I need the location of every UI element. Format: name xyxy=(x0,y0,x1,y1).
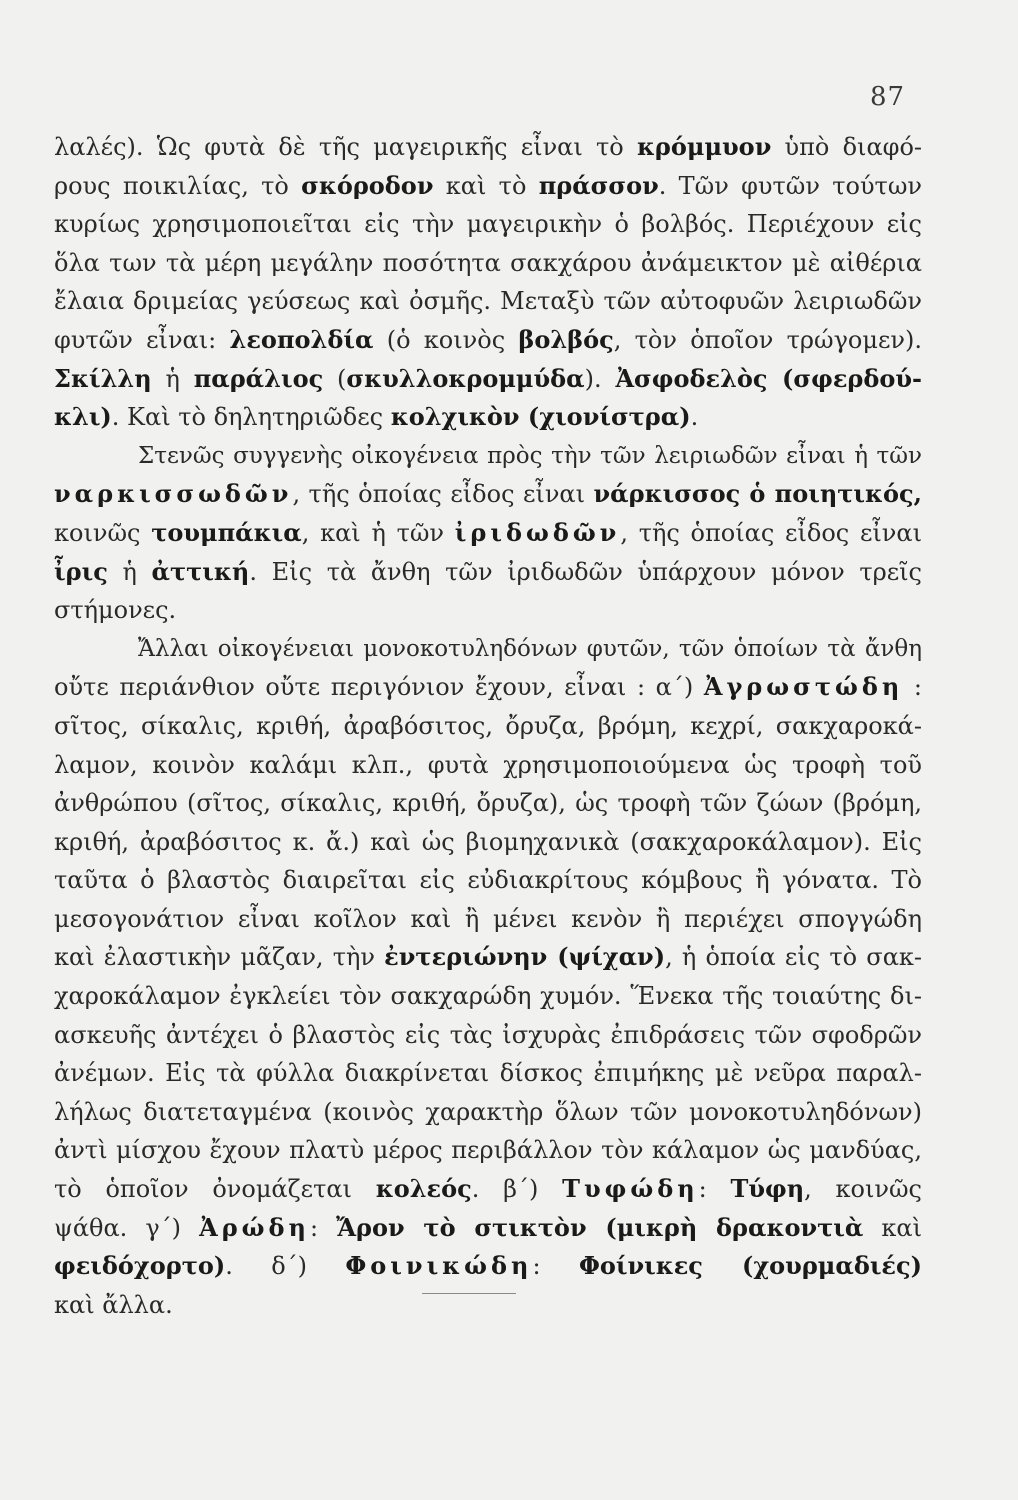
text-span: κυρίως χρησιμοποιεῖται εἰς τὴν μαγειρικὴν ὁ βολβός. Περιέχουν εἰς xyxy=(54,210,922,239)
text-line xyxy=(54,900,922,939)
bold-term: Ἄρον τὸ στικτὸν (μικρὴ δρακοντιὰ xyxy=(336,1212,864,1242)
text-line xyxy=(54,977,922,1016)
text-line xyxy=(54,128,922,167)
text-span: κριθή, ἀραβόσιτος κ. ἄ.) καὶ ὡς βιομηχανικὰ (σακχαροκάλαμον). Εἰς xyxy=(54,827,922,856)
bold-term: κρόμμυον xyxy=(636,132,772,161)
text-line xyxy=(54,398,922,437)
text-span: μεσογονάτιον εἶναι κοῖλον καὶ ἢ μένει κενὸν ἢ περιέχει σπογγώδη xyxy=(54,904,922,933)
footer-rule xyxy=(422,1293,516,1294)
bold-term: πράσσον xyxy=(538,170,659,200)
text-span: : xyxy=(309,1213,337,1242)
bold-term: Σκίλλη xyxy=(54,363,152,393)
bold-term: Τύφη xyxy=(730,1174,805,1204)
text-span: . Εἰς τὰ ἄνθη τῶν ἰριδωδῶν ὑπάρχουν μόνον τρεῖς xyxy=(249,557,922,586)
text-span: ). xyxy=(584,364,616,393)
bold-term: Ἀσφοδελὸς (σφερδού- xyxy=(615,363,923,393)
text-span: : xyxy=(698,1175,731,1204)
text-span: οὔτε περιάνθιον οὔτε περιγόνιον ἔχουν, εἶναι : α΄) xyxy=(54,673,704,702)
text-line xyxy=(54,1170,922,1209)
text-span: λαμον, κοινὸν καλάμι κλπ., φυτὰ χρησιμοποιούμενα ὡς τροφὴ τοῦ xyxy=(54,750,922,779)
bold-term: ἐντεριώνην (ψίχαν) xyxy=(384,942,666,972)
text-span: ἔλαια δριμείας γεύσεως καὶ ὀσμῆς. Μεταξὺ τῶν αὐτοφυῶν λειριωδῶν xyxy=(54,287,922,316)
text-span: ὑπὸ διαφό- xyxy=(771,133,923,161)
text-line xyxy=(54,282,922,321)
text-span: καὶ xyxy=(863,1213,923,1242)
bold-term: ἶρις xyxy=(54,556,108,586)
bold-term: κολεός xyxy=(375,1174,472,1204)
bold-term: Φοίνικες (χουρμαδιές) xyxy=(578,1251,922,1281)
text-span: , τῆς ὁποίας εἶδος εἶναι xyxy=(292,480,594,509)
text-span: κοινῶς xyxy=(54,518,152,547)
text-line xyxy=(54,437,922,476)
text-line xyxy=(54,668,922,707)
text-line xyxy=(54,1131,922,1170)
text-line xyxy=(54,514,922,553)
text-span: ἀντὶ μίσχου ἔχουν πλατὺ μέρος περιβάλλον τὸν κάλαμον ὡς μανδύας, xyxy=(54,1136,922,1165)
text-span: , καὶ ἡ τῶν xyxy=(301,518,455,547)
text-span: . β΄) xyxy=(471,1175,563,1204)
text-span: , κοινῶς xyxy=(804,1175,923,1204)
text-span: ρους ποικιλίας, τὸ xyxy=(54,171,302,200)
text-span: . δ΄) xyxy=(225,1252,346,1281)
text-line xyxy=(54,244,922,283)
text-span: σῖτος, σίκαλις, κριθή, ἀραβόσιτος, ὄρυζα, βρόμη, κεχρί, σακχαροκά- xyxy=(54,711,922,740)
text-span: στήμονες. xyxy=(54,596,177,625)
text-span: ταῦτα ὁ βλαστὸς διαιρεῖται εἰς εὐδιακρίτους κόμβους ἢ γόνατα. Τὸ xyxy=(54,866,922,895)
text-line xyxy=(54,630,922,669)
text-line xyxy=(54,321,922,360)
text-line xyxy=(54,1209,922,1248)
text-span: Στενῶς συγγενὴς οἰκογένεια πρὸς τὴν τῶν λειριωδῶν εἶναι ἡ τῶν xyxy=(138,442,922,469)
text-line xyxy=(54,784,922,823)
text-span: , τὸν ὁποῖον τρώγομεν). xyxy=(613,325,922,354)
text-span: φυτῶν εἶναι: xyxy=(54,325,230,354)
text-span: , ἡ ὁποία εἰς τὸ σακ- xyxy=(665,943,923,972)
bold-term: κολχικὸν (χιονίστρα) xyxy=(390,402,691,432)
text-line xyxy=(54,746,922,785)
text-span: ἡ xyxy=(151,364,194,393)
text-line xyxy=(54,861,922,900)
text-span: . xyxy=(690,403,699,432)
text-span: ἀνέμων. Εἰς τὰ φύλλα διακρίνεται δίσκος ἐπιμήκης μὲ νεῦρα παραλ- xyxy=(54,1059,922,1088)
bold-term: λεοπολδία xyxy=(229,324,374,354)
text-span: . Καὶ τὸ δηλητηριῶδες xyxy=(111,403,391,432)
text-line xyxy=(54,1286,922,1325)
bold-term: Φοινικώδη xyxy=(345,1251,533,1281)
text-line xyxy=(54,1247,922,1286)
text-span: λήλως διατεταγμένα (κοινὸς χαρακτὴρ ὅλων τῶν μονοκοτυληδόνων) xyxy=(54,1097,922,1126)
bold-term: Τυφώδη xyxy=(562,1174,699,1204)
text-line xyxy=(54,1054,922,1093)
text-line xyxy=(54,475,922,514)
text-line xyxy=(54,553,922,592)
text-line xyxy=(54,591,922,630)
text-span: λαλές). Ὡς φυτὰ δὲ τῆς μαγειρικῆς εἶναι τὸ xyxy=(54,133,637,161)
bold-term: Ἀγρωστώδη xyxy=(703,672,904,702)
text-span: . Τῶν φυτῶν τούτων xyxy=(658,171,922,200)
bold-term: βολβός xyxy=(518,324,614,354)
bold-term: τουμπάκια xyxy=(151,517,302,547)
body-text xyxy=(54,128,922,1324)
text-span: ἀνθρώπου (σῖτος, σίκαλις, κριθή, ὄρυζα), ὡς τροφὴ τῶν ζώων (βρόμη, xyxy=(54,789,922,818)
bold-term: φειδόχορτο) xyxy=(54,1251,226,1281)
bold-term: ἀττική xyxy=(151,556,250,586)
bold-term: παράλιος xyxy=(193,363,324,393)
text-span: : xyxy=(903,673,922,702)
text-span: ἡ xyxy=(107,557,152,586)
bold-term: κλι) xyxy=(54,402,112,432)
bold-term: νάρκισσος ὁ ποιητικός, xyxy=(593,479,922,509)
text-span: ασκευῆς ἀντέχει ὁ βλαστὸς εἰς τὰς ἰσχυρὰς ἐπιδράσεις τῶν σφοδρῶν xyxy=(54,1020,922,1049)
text-span: τὸ ὁποῖον ὀνομάζεται xyxy=(54,1175,376,1204)
text-span: : xyxy=(532,1252,579,1281)
text-span: , τῆς ὁποίας εἶδος εἶναι xyxy=(620,518,923,547)
text-line xyxy=(54,167,922,206)
bold-term: ναρκισσωδῶν xyxy=(54,479,293,509)
text-line xyxy=(54,360,922,399)
bold-term: σκυλλοκρομμύδα xyxy=(346,363,585,393)
text-line xyxy=(54,1016,922,1055)
text-line xyxy=(54,823,922,862)
text-line xyxy=(54,707,922,746)
text-line xyxy=(54,938,922,977)
text-span: Ἄλλαι οἰκογένειαι μονοκοτυληδόνων φυτῶν, τῶν ὁποίων τὰ ἄνθη xyxy=(138,635,922,662)
text-span: καὶ ἄλλα. xyxy=(54,1290,173,1319)
bold-term: ἰριδωδῶν xyxy=(454,517,621,547)
text-span: (ὁ κοινὸς xyxy=(373,325,519,354)
text-line xyxy=(54,205,922,244)
text-span: ὅλα των τὰ μέρη μεγάλην ποσότητα σακχάρου ἀνάμεικτον μὲ αἰθέρια xyxy=(54,248,922,277)
text-span: καὶ ἐλαστικὴν μᾶζαν, τὴν xyxy=(54,943,385,972)
text-span: χαροκάλαμον ἐγκλείει τὸν σακχαρώδη χυμόν. Ἕνεκα τῆς τοιαύτης δι- xyxy=(54,982,922,1011)
bold-term: Ἀρώδη xyxy=(199,1212,310,1242)
text-span: καὶ τὸ xyxy=(433,171,539,200)
page-number: 87 xyxy=(870,82,906,112)
text-span: ψάθα. γ΄) xyxy=(54,1213,200,1242)
text-span: ( xyxy=(323,364,347,393)
text-line xyxy=(54,1093,922,1132)
bold-term: σκόροδον xyxy=(301,170,434,200)
